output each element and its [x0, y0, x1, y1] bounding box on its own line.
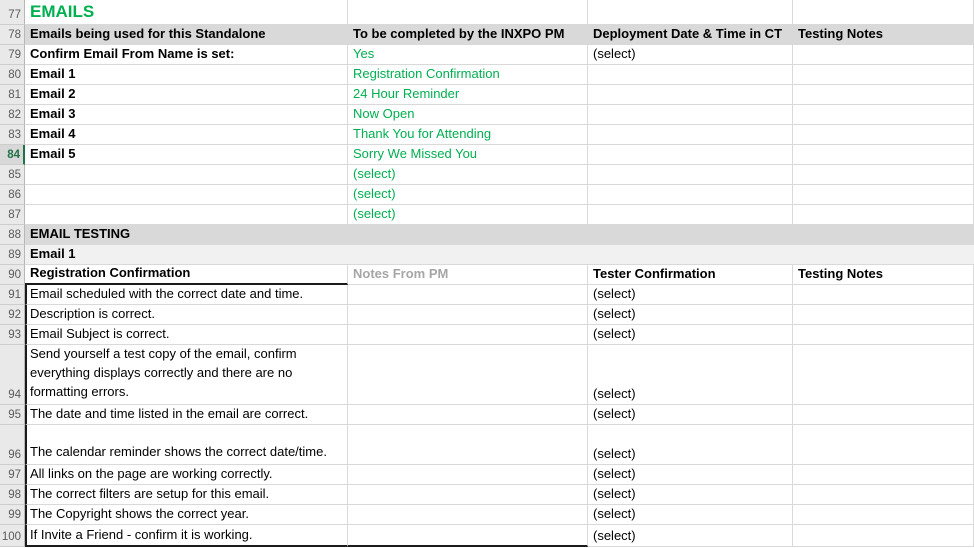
sheet-row-94 [0, 345, 974, 405]
cell-text: The Copyright shows the correct year. [30, 506, 249, 521]
sheet-row-85 [0, 165, 974, 185]
cell-B93[interactable] [348, 325, 588, 345]
cell-C90[interactable] [588, 265, 793, 285]
cell-A85[interactable] [25, 165, 348, 185]
row-header-86[interactable]: 86 [0, 185, 25, 205]
cell-B84[interactable] [348, 145, 588, 165]
row-header-97[interactable]: 97 [0, 465, 25, 485]
cell-A86[interactable] [25, 185, 348, 205]
cell-C88[interactable] [588, 225, 793, 245]
sheet-row-92 [0, 305, 974, 325]
row-header-96[interactable]: 96 [0, 425, 25, 465]
cell-text: Tester Confirmation [593, 266, 716, 281]
cell-C89[interactable] [588, 245, 793, 265]
cell-text: Yes [353, 46, 375, 61]
cell-text: (select) [593, 466, 636, 481]
sheet-row-80 [0, 65, 974, 85]
cell-D93[interactable] [793, 325, 974, 345]
cell-B82[interactable] [348, 105, 588, 125]
row-header-91[interactable]: 91 [0, 285, 25, 305]
sheet-row-100 [0, 525, 974, 547]
cell-C92-select-dropdown[interactable] [588, 305, 793, 325]
cell-C91-select-dropdown[interactable] [588, 285, 793, 305]
cell-text: (select) [593, 406, 636, 421]
cell-C95-select-dropdown[interactable] [588, 405, 793, 425]
cell-text: Testing Notes [798, 266, 883, 281]
sheet-row-77 [0, 0, 974, 25]
cell-text: Deployment Date & Time in CT [593, 26, 783, 41]
row-header-79[interactable]: 79 [0, 45, 25, 65]
cell-text: (select) [593, 306, 636, 321]
cell-C83[interactable] [588, 125, 793, 145]
cell-text: If Invite a Friend - confirm it is working. [30, 527, 253, 542]
cell-D83[interactable] [793, 125, 974, 145]
cell-text: Email 1 [30, 66, 76, 81]
cell-D81[interactable] [793, 85, 974, 105]
cell-text: Testing Notes [798, 26, 883, 41]
cell-text: EMAILS [30, 2, 95, 21]
cell-B86-select-dropdown[interactable] [348, 185, 588, 205]
sheet-row-79 [0, 45, 974, 65]
cell-D92[interactable] [793, 305, 974, 325]
cell-D94[interactable] [793, 345, 974, 405]
cell-text: Email 4 [30, 126, 76, 141]
sheet-row-89 [0, 245, 974, 265]
cell-C79-select-dropdown[interactable] [588, 45, 793, 65]
cell-D100[interactable] [793, 525, 974, 547]
cell-B85-select-dropdown[interactable] [348, 165, 588, 185]
cell-D87[interactable] [793, 205, 974, 225]
cell-C99-select-dropdown[interactable] [588, 505, 793, 525]
sheet-row-90 [0, 265, 974, 285]
cell-A98[interactable] [25, 485, 348, 505]
cell-A78[interactable] [25, 25, 348, 45]
cell-B99[interactable] [348, 505, 588, 525]
cell-A81[interactable] [25, 85, 348, 105]
cell-B89[interactable] [348, 245, 588, 265]
sheet-row-86 [0, 185, 974, 205]
row-header-82[interactable]: 82 [0, 105, 25, 125]
cell-text: (select) [593, 528, 636, 543]
cell-text: Confirm Email From Name is set: [30, 46, 235, 61]
cell-D99[interactable] [793, 505, 974, 525]
cell-A91[interactable] [25, 285, 348, 305]
cell-D91[interactable] [793, 285, 974, 305]
cell-D90[interactable] [793, 265, 974, 285]
cell-B97[interactable] [348, 465, 588, 485]
cell-B95[interactable] [348, 405, 588, 425]
cell-text: The calendar reminder shows the correct date/time. [30, 444, 327, 459]
sheet-row-97 [0, 465, 974, 485]
cell-text: Registration Confirmation [30, 265, 191, 280]
cell-A84[interactable] [25, 145, 348, 165]
cell-text: Email 5 [30, 146, 76, 161]
cell-C78[interactable] [588, 25, 793, 45]
cell-A77[interactable] [25, 0, 348, 25]
row-header-98[interactable]: 98 [0, 485, 25, 505]
cell-D80[interactable] [793, 65, 974, 85]
cell-B92[interactable] [348, 305, 588, 325]
cell-A90[interactable] [25, 265, 348, 285]
cell-A99[interactable] [25, 505, 348, 525]
cell-text: (select) [593, 46, 636, 61]
cell-A79[interactable] [25, 45, 348, 65]
cell-text: (select) [353, 186, 396, 201]
sheet-row-88 [0, 225, 974, 245]
cell-text: Registration Confirmation [353, 66, 500, 81]
cell-text: Now Open [353, 106, 415, 121]
row-header-100[interactable]: 100 [0, 525, 25, 547]
cell-A93[interactable] [25, 325, 348, 345]
sheet-row-87 [0, 205, 974, 225]
cell-text: (select) [593, 506, 636, 521]
cell-A96[interactable] [25, 425, 348, 465]
row-header-94[interactable]: 94 [0, 345, 25, 405]
cell-C77[interactable] [588, 0, 793, 25]
cell-D84[interactable] [793, 145, 974, 165]
row-header-89[interactable]: 89 [0, 245, 25, 265]
cell-C98-select-dropdown[interactable] [588, 485, 793, 505]
cell-text: Email 2 [30, 86, 76, 101]
cell-D97[interactable] [793, 465, 974, 485]
row-header-78[interactable]: 78 [0, 25, 25, 45]
cell-D98[interactable] [793, 485, 974, 505]
cell-C86[interactable] [588, 185, 793, 205]
cell-C100-select-dropdown[interactable] [588, 525, 793, 547]
cell-text: Thank You for Attending [353, 126, 492, 141]
cell-text: The correct filters are setup for this email. [30, 486, 270, 501]
sheet-row-95 [0, 405, 974, 425]
cell-A82[interactable] [25, 105, 348, 125]
cell-B78[interactable] [348, 25, 588, 45]
cell-text: 24 Hour Reminder [353, 86, 460, 101]
cell-A97[interactable] [25, 465, 348, 485]
row-header-80[interactable]: 80 [0, 65, 25, 85]
cell-C96-select-dropdown[interactable] [588, 425, 793, 465]
row-header-84[interactable]: 84 [0, 145, 25, 165]
cell-B94[interactable] [348, 345, 588, 405]
cell-text: (select) [593, 486, 636, 501]
cell-A87[interactable] [25, 205, 348, 225]
cell-B98[interactable] [348, 485, 588, 505]
cell-C81[interactable] [588, 85, 793, 105]
sheet-row-91 [0, 285, 974, 305]
row-header-92[interactable]: 92 [0, 305, 25, 325]
cell-D77[interactable] [793, 0, 974, 25]
row-header-95[interactable]: 95 [0, 405, 25, 425]
cell-D89[interactable] [793, 245, 974, 265]
sheet-row-82 [0, 105, 974, 125]
sheet-row-78 [0, 25, 974, 45]
cell-B88[interactable] [348, 225, 588, 245]
cell-text: Send yourself a test copy of the email, confirm everything displays correctly and there are no formatting errors. [30, 346, 297, 399]
cell-text: (select) [593, 446, 636, 461]
row-header-85[interactable]: 85 [0, 165, 25, 185]
cell-text: (select) [593, 326, 636, 341]
cell-text: Notes From PM [353, 266, 449, 281]
cell-text: Email Subject is correct. [30, 326, 170, 341]
cell-A89[interactable] [25, 245, 348, 265]
cell-text: All links on the page are working correctly. [30, 466, 273, 481]
cell-A92[interactable] [25, 305, 348, 325]
sheet-row-83 [0, 125, 974, 145]
cell-B83[interactable] [348, 125, 588, 145]
cell-C82[interactable] [588, 105, 793, 125]
cell-text: Emails being used for this Standalone [30, 26, 266, 41]
cell-C80[interactable] [588, 65, 793, 85]
cell-D86[interactable] [793, 185, 974, 205]
cell-text: (select) [353, 206, 396, 221]
cell-A94[interactable] [25, 345, 348, 405]
sheet-row-81 [0, 85, 974, 105]
row-header-87[interactable]: 87 [0, 205, 25, 225]
cell-B77[interactable] [348, 0, 588, 25]
row-header-81[interactable]: 81 [0, 85, 25, 105]
cell-B81[interactable] [348, 85, 588, 105]
cell-text: Email 1 [30, 246, 76, 261]
cell-C93-select-dropdown[interactable] [588, 325, 793, 345]
sheet-row-98 [0, 485, 974, 505]
row-header-83[interactable]: 83 [0, 125, 25, 145]
cell-text: (select) [353, 166, 396, 181]
cell-A88[interactable] [25, 225, 348, 245]
cell-D85[interactable] [793, 165, 974, 185]
row-header-77[interactable]: 77 [0, 0, 25, 25]
cell-D88[interactable] [793, 225, 974, 245]
row-header-88[interactable]: 88 [0, 225, 25, 245]
cell-text: The date and time listed in the email are correct. [30, 406, 309, 421]
cell-B90[interactable] [348, 265, 588, 285]
cell-text: Email 3 [30, 106, 76, 121]
cell-C84[interactable] [588, 145, 793, 165]
cell-text: Email scheduled with the correct date and time. [30, 286, 304, 301]
cell-A83[interactable] [25, 125, 348, 145]
cell-B100[interactable] [348, 525, 588, 547]
cell-C87[interactable] [588, 205, 793, 225]
cell-text: (select) [593, 386, 636, 401]
cell-C97-select-dropdown[interactable] [588, 465, 793, 485]
cell-D79[interactable] [793, 45, 974, 65]
sheet-row-93 [0, 325, 974, 345]
cell-A80[interactable] [25, 65, 348, 85]
cell-D96[interactable] [793, 425, 974, 465]
row-header-99[interactable]: 99 [0, 505, 25, 525]
sheet-row-96 [0, 425, 974, 465]
cell-B91[interactable] [348, 285, 588, 305]
row-header-93[interactable]: 93 [0, 325, 25, 345]
cell-D78[interactable] [793, 25, 974, 45]
row-header-90[interactable]: 90 [0, 265, 25, 285]
cell-B80[interactable] [348, 65, 588, 85]
cell-D82[interactable] [793, 105, 974, 125]
sheet-row-99 [0, 505, 974, 525]
cell-C85[interactable] [588, 165, 793, 185]
cell-text: Description is correct. [30, 306, 155, 321]
cell-B79[interactable] [348, 45, 588, 65]
cell-B87-select-dropdown[interactable] [348, 205, 588, 225]
cell-text: To be completed by the INXPO PM [353, 26, 565, 41]
cell-A100[interactable] [25, 525, 348, 547]
cell-text: Sorry We Missed You [353, 146, 478, 161]
cell-D95[interactable] [793, 405, 974, 425]
cell-B96[interactable] [348, 425, 588, 465]
cell-C94-select-dropdown[interactable] [588, 345, 793, 405]
cell-text: (select) [593, 286, 636, 301]
cell-A95[interactable] [25, 405, 348, 425]
sheet-row-84 [0, 145, 974, 165]
cell-text: EMAIL TESTING [30, 226, 131, 241]
